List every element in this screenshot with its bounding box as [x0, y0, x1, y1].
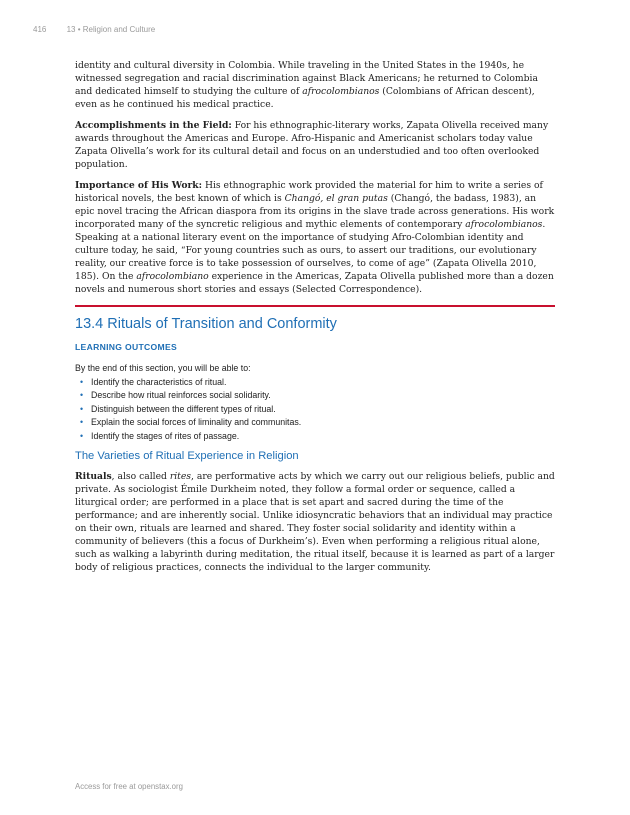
p3-text-3: . Speaking at a national literary event on the importance of studying Afro-Colombian identity and culture today, he said, “For young countries such as ours, to assert our traditions, our evolutionary reality, our creative force is to take possession of ourselves, to come of age” (Zapata Olivella 2010, 185). On the: [75, 219, 546, 282]
list-item: [75, 430, 555, 443]
importance-label: Importance of His Work:: [75, 180, 203, 191]
p1-text-1: identity and cultural diversity in Colombia. While traveling in the United States in the 1940s, he witnessed segregation and racial discrimination against Black Americans; he returned to Colombia and dedicated himself to studying the culture of: [75, 60, 538, 97]
outcome-text: Distinguish between the different types of ritual.: [91, 403, 276, 414]
page-footer: Access for free at openstax.org: [75, 782, 183, 791]
page-header: [33, 25, 155, 34]
accomplishments-label: Accomplishments in the Field:: [75, 120, 232, 131]
paragraph-identity: [75, 59, 555, 111]
bullet-icon: •: [80, 430, 84, 441]
outcome-text: Identify the characteristics of ritual.: [91, 377, 227, 387]
bullet-icon: •: [80, 403, 84, 414]
section-divider: [75, 305, 555, 307]
p1-text-2: (Colombians of African descent), even as he continued his medical practice.: [75, 86, 535, 110]
novel-title: Changó, el gran putas: [284, 193, 388, 204]
bullet-icon: •: [80, 377, 84, 387]
main-content: [75, 59, 555, 582]
list-item: [75, 389, 555, 402]
p3-italic-term-2: afrocolombiano: [136, 271, 209, 282]
learning-outcomes-title: LEARNING OUTCOMES: [75, 342, 178, 352]
list-item: [75, 416, 555, 429]
p3-text-1: His ethnographic work provided the material for him to write a series of historical novels, the best known of which is: [75, 180, 543, 204]
p3-text-4: experience in the Americas, Zapata Olivella published more than a dozen novels and numerous short stories and essays (Selected Correspondence).: [75, 271, 554, 295]
rituals-text-2: , are performative acts by which we carry out our religious beliefs, public and private. As sociologist Émile Durkheim noted, they follow a formal order or sequence, called a liturgical order; are performed in a place that is set apart and sacred during the time of the performance; and are inherently social. Unlike idiosyncratic behaviors that an individual may practice on their own, rituals are learned and shared. They foster social solidarity and identity within a community of believers (this a focus of Durkheim’s). Even when performing a religious ritual alone, such as walking a labyrinth during meditation, the ritual itself, because it is learned as part of a larger body of religious practices, connects the individual to the larger community.: [75, 471, 555, 574]
list-item: [75, 403, 555, 416]
p2-text: For his ethnographic-literary works, Zapata Olivella received many awards throughout the Americas and Europe. Afro-Hispanic and Americanist scholars today value Zapata Olivella’s work for its cultural detail and focus on an understudied and too often overlooked population.: [75, 120, 549, 170]
chapter-title: 13 • Religion and Culture: [66, 25, 156, 34]
outcome-text: Describe how ritual reinforces social solidarity.: [91, 390, 271, 401]
page-number: 416: [33, 25, 47, 34]
rituals-term: Rituals: [75, 471, 112, 483]
bullet-icon: •: [80, 417, 84, 428]
outcome-text: Identify the stages of rites of passage.: [91, 430, 240, 441]
learning-outcomes-intro: By the end of this section, you will be able to:: [75, 363, 251, 373]
paragraph-rituals: [75, 470, 555, 574]
section-title: 13.4 Rituals of Transition and Conformity: [75, 316, 337, 332]
outcome-text: Explain the social forces of liminality and communitas.: [91, 417, 302, 428]
p3-text-2: (Changó, the badass, 1983), an epic novel tracing the African diaspora from its origins in the slave trade across generations. His work incorporated many of the syncretic religious and mythic elements of contemporary: [75, 193, 555, 230]
rituals-text-1: , also called: [111, 471, 170, 483]
subsection-heading: The Varieties of Ritual Experience in Religion: [75, 450, 299, 463]
p3-italic-term-1: afrocolombianos: [465, 219, 543, 230]
learning-outcomes-list: [75, 376, 555, 443]
p1-italic-term: afrocolombianos: [302, 86, 380, 97]
rites-term: rites: [169, 471, 192, 483]
list-item: [75, 376, 555, 389]
bullet-icon: •: [80, 390, 84, 401]
paragraph-accomplishments: [75, 119, 555, 171]
paragraph-importance: [75, 179, 555, 296]
